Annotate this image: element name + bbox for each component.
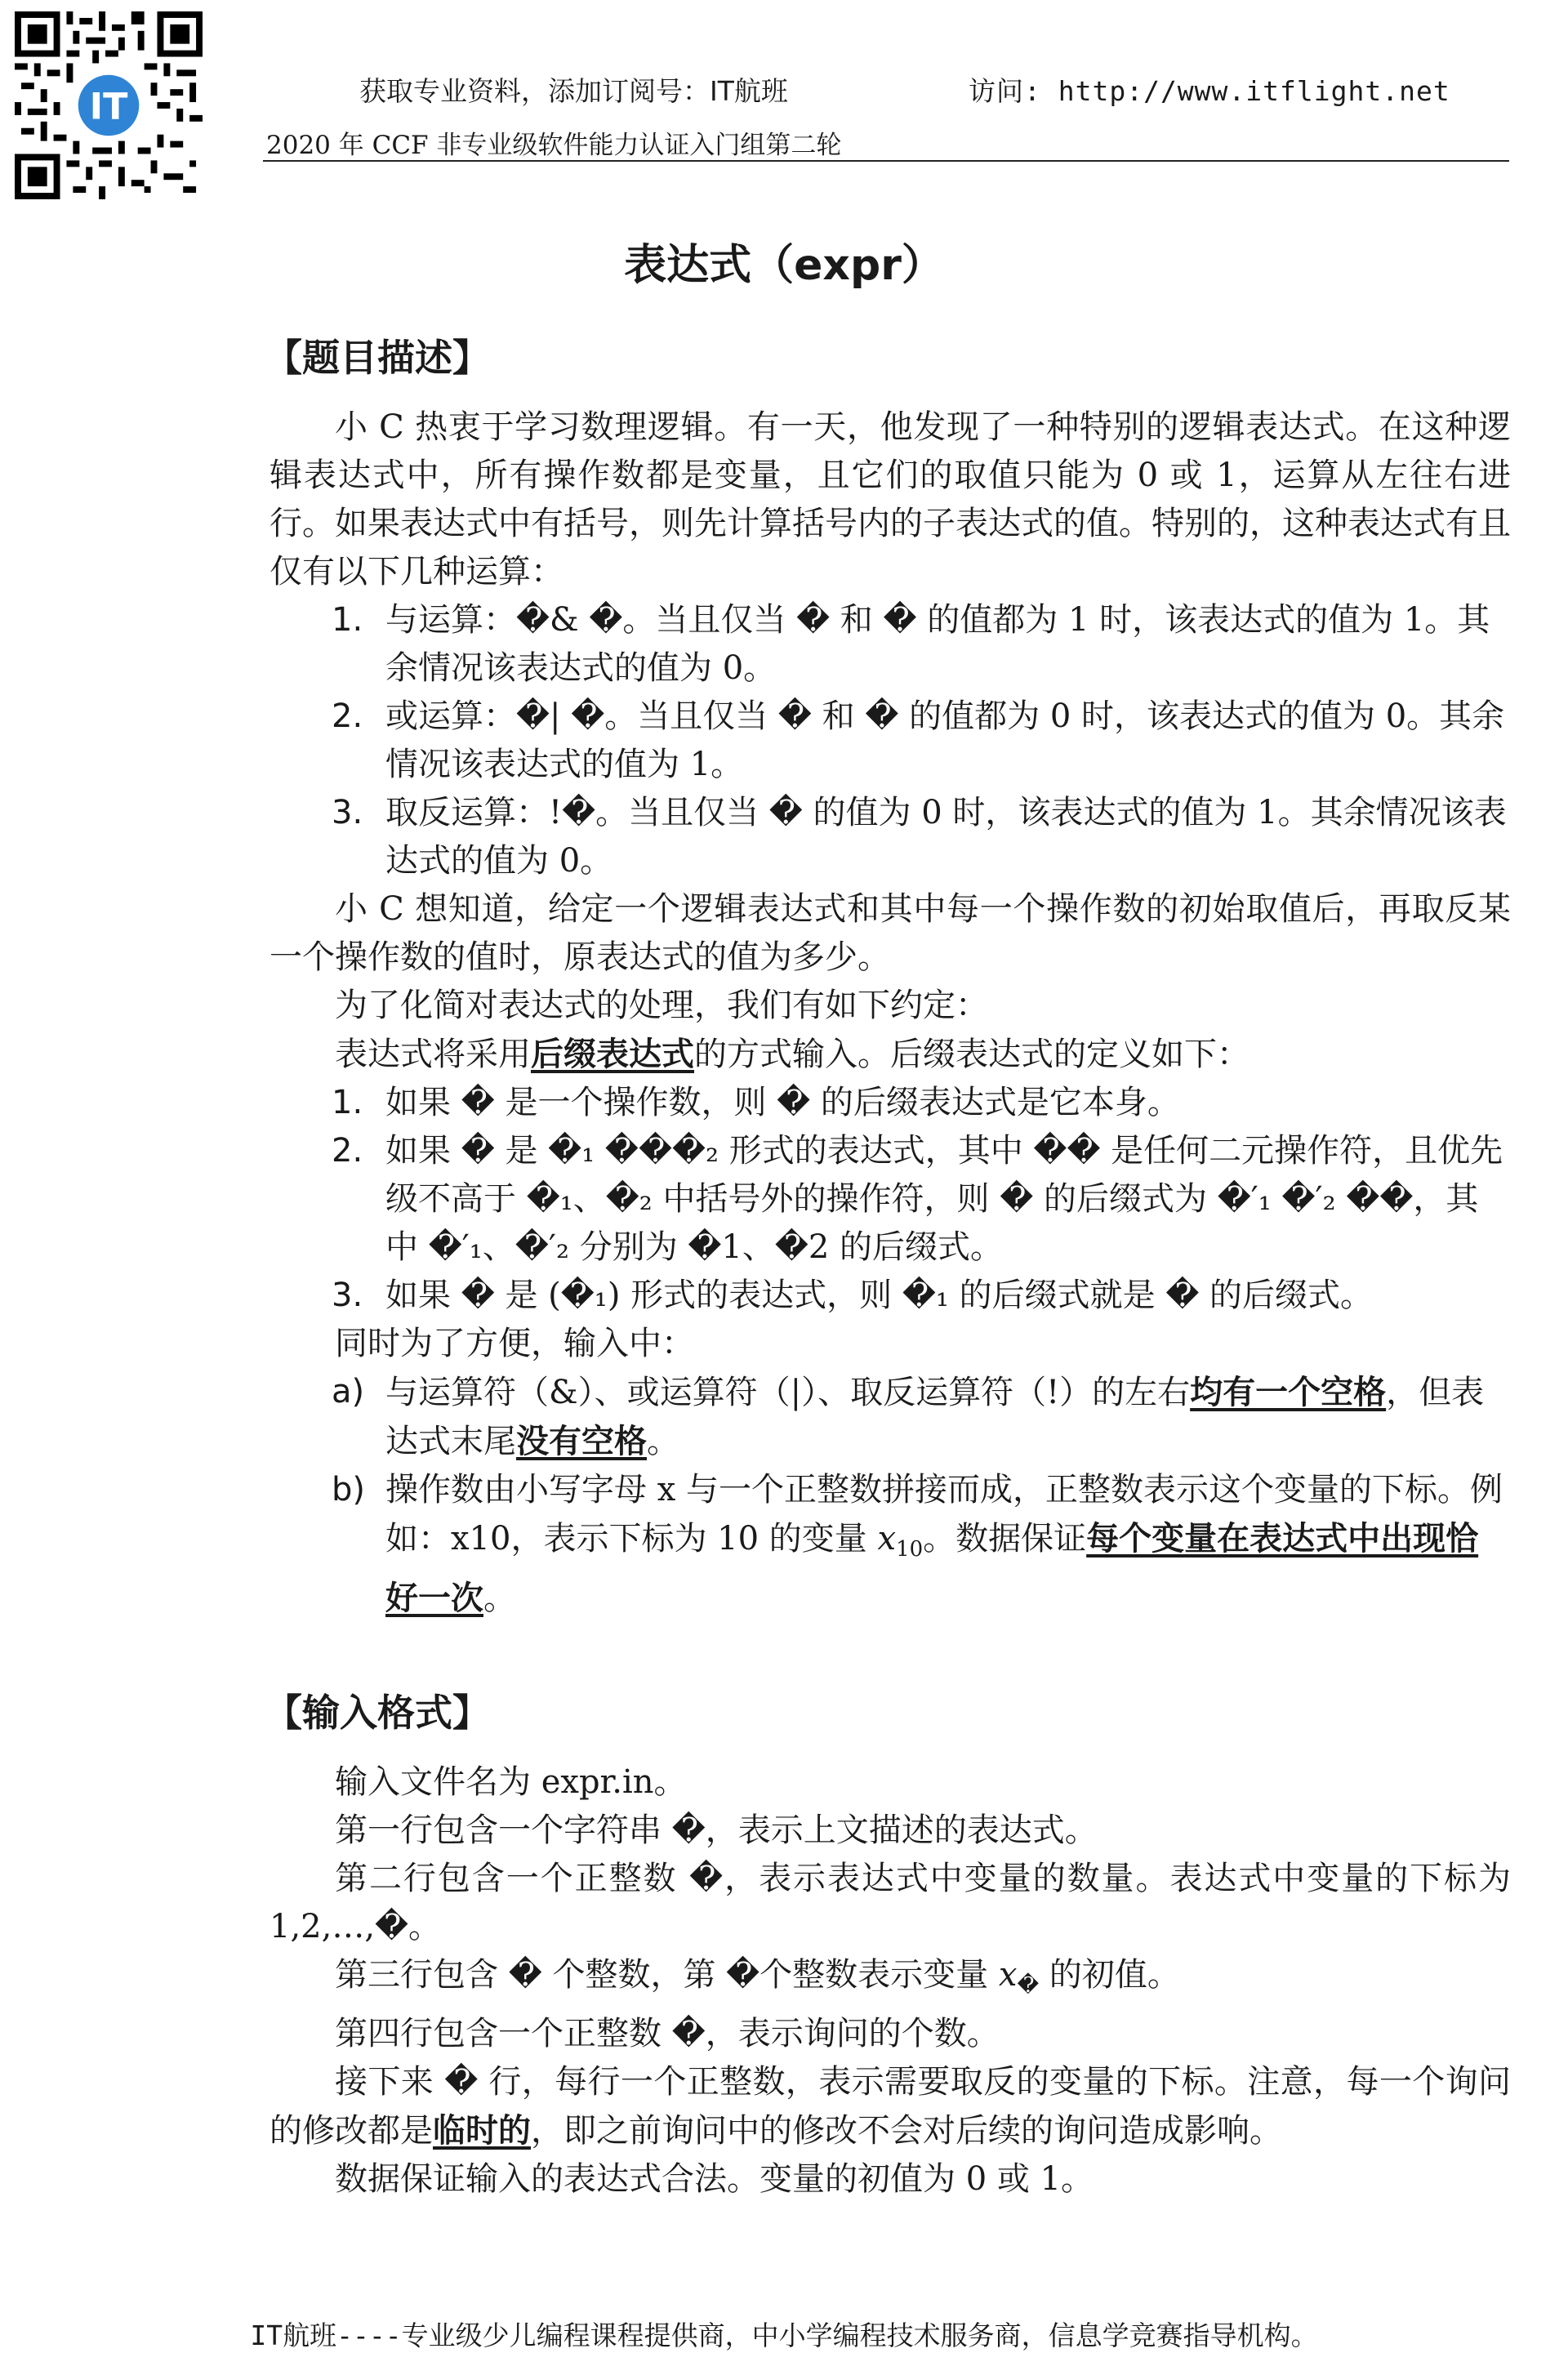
text-span: 的初值。 (1039, 1955, 1180, 1994)
math-subscript: 10 (896, 1536, 924, 1562)
list-text: 或运算：�| �。当且仅当 � 和 � 的值都为 0 时，该表达式的值为 0。其余情况该表达式的值为 1。 (385, 697, 1505, 783)
emphasis-no-space: 没有空格 (516, 1422, 647, 1460)
input-line2: 第二行包含一个正整数 �，表示表达式中变量的数量。表达式中变量的下标为 1,2,…,�。 (270, 1859, 1511, 1945)
list-number: 1. (332, 1084, 363, 1121)
header-contest: 2020 年 CCF 非专业级软件能力认证入门组第二轮 (266, 131, 842, 160)
list-item (270, 1466, 1511, 1623)
list-item (270, 789, 1511, 885)
list-number: 3. (332, 1277, 363, 1314)
section-heading-input: 【输入格式】 (265, 1690, 490, 1735)
list-number: 3. (332, 794, 363, 831)
math-subscript: � (1017, 1972, 1040, 1998)
list-text: 如果 � 是 �₁ ���₂ 形式的表达式，其中 �� 是任何二元操作符，且优先级不高于 �₁、�₂ 中括号外的操作符，则 � 的后缀式为 �′₁ �′₂ ��，其中 �′₁、�′₂ 分别为 �1、�2 的后缀式。 (385, 1132, 1503, 1266)
emphasis-temporary: 临时的 (433, 2110, 531, 2150)
list-item (270, 596, 1511, 693)
emphasis-postfix: 后缀表达式 (531, 1035, 694, 1073)
text-span: 的方式输入。后缀表达式的定义如下： (694, 1036, 1250, 1073)
qr-code (15, 11, 203, 199)
qr-finder-top-left (15, 11, 60, 57)
qr-finder-top-right (157, 11, 203, 57)
input-line6: 数据保证输入的表达式合法。变量的初值为 0 或 1。 (335, 2159, 1094, 2198)
operations-list (270, 596, 1511, 885)
math-variable: x (877, 1520, 897, 1558)
text-span: 表达式将采用 (335, 1036, 531, 1073)
text-span: ，但表达式末尾 (385, 1374, 1485, 1460)
description-want: 小 C 想知道，给定一个逻辑表达式和其中每一个操作数的初始取值后，再取反某一个操作数的值时，原表达式的值为多少。 (270, 890, 1511, 976)
section-heading-description: 【题目描述】 (265, 336, 490, 380)
emphasis-spaces: 均有一个空格 (1190, 1373, 1387, 1411)
input-line3 (270, 1951, 1511, 2010)
notes-list (270, 1368, 1511, 1623)
list-item (270, 1368, 1511, 1466)
list-marker: a) (332, 1373, 365, 1410)
document-body (265, 310, 1511, 2204)
input-file: 输入文件名为 expr.in。 (335, 1763, 687, 1801)
text-span: 。 (647, 1423, 679, 1460)
list-number: 2. (332, 1132, 363, 1170)
text-span: 第三行包含 � 个整数，第 �个整数表示变量 (335, 1955, 999, 1994)
qr-finder-bottom-left (15, 154, 60, 199)
header-promo: 获取专业资料，添加订阅号：IT航班 (359, 75, 788, 107)
emphasis-once: 每个变量在表达式中出现恰好一次 (385, 1519, 1479, 1617)
list-text: 如果 � 是一个操作数，则 � 的后缀表达式是它本身。 (385, 1084, 1180, 1121)
text-span: 。数据保证 (923, 1520, 1087, 1558)
list-number: 1. (332, 601, 363, 639)
input-line5 (270, 2058, 1511, 2155)
list-number: 2. (332, 697, 363, 735)
postfix-rules-list (270, 1079, 1511, 1320)
header-visit: 访问: http://www.itflight.net (969, 75, 1450, 107)
text-span: 接下来 � 行，每行一个正整数，表示需要取反的变量的下标。注意，每一个询问的修改都是 (270, 2062, 1511, 2150)
page-footer: IT航班----专业级少儿编程课程提供商，中小学编程技术服务商，信息学竞赛指导机构。 (250, 2320, 1318, 2351)
list-text: 如果 � 是 (�₁) 形式的表达式，则 �₁ 的后缀式就是 � 的后缀式。 (385, 1277, 1374, 1314)
list-text: 与运算：�& �。当且仅当 � 和 � 的值都为 1 时，该表达式的值为 1。其余情况该表达式的值为 0。 (385, 601, 1490, 687)
header-divider (263, 160, 1509, 162)
description-intro: 小 C 热衷于学习数理逻辑。有一天，他发现了一种特别的逻辑表达式。在这种逻辑表达式中，所有操作数都是变量，且它们的取值只能为 0 或 1，运算从左往右进行。如果表达式中有括号，则先计算括号内的子表达式的值。特别的，这种表达式有且仅有以下几种运算： (270, 408, 1511, 590)
list-item (270, 1079, 1511, 1127)
list-marker: b) (332, 1471, 365, 1509)
math-variable: x (998, 1955, 1018, 1994)
page-title: 表达式（expr） (624, 241, 944, 290)
list-item (270, 1272, 1511, 1320)
description-simplify: 为了化简对表达式的处理，我们有如下约定： (335, 987, 988, 1024)
description-convenience: 同时为了方便，输入中： (335, 1325, 694, 1362)
description-postfix (270, 1030, 1511, 1079)
list-text: 取反运算：!�。当且仅当 � 的值为 0 时，该表达式的值为 1。其余情况该表达式的值为 0。 (385, 794, 1507, 880)
list-item (270, 1127, 1511, 1272)
text-span: 与运算符（&）、或运算符（|）、取反运算符（!）的左右 (385, 1374, 1191, 1411)
qr-logo-text: IT (89, 86, 128, 128)
input-line4: 第四行包含一个正整数 �，表示询问的个数。 (335, 2014, 1000, 2052)
list-item (270, 693, 1511, 789)
text-span: 。 (483, 1579, 516, 1617)
input-line1: 第一行包含一个字符串 �，表示上文描述的表达式。 (335, 1811, 1098, 1849)
text-span: 操作数由小写字母 x 与一个正整数拼接而成，正整数表示这个变量的下标。例如：x10，表示下标为 10 的变量 (385, 1471, 1503, 1558)
text-span: ，即之前询问中的修改不会对后续的询问造成影响。 (531, 2111, 1282, 2150)
